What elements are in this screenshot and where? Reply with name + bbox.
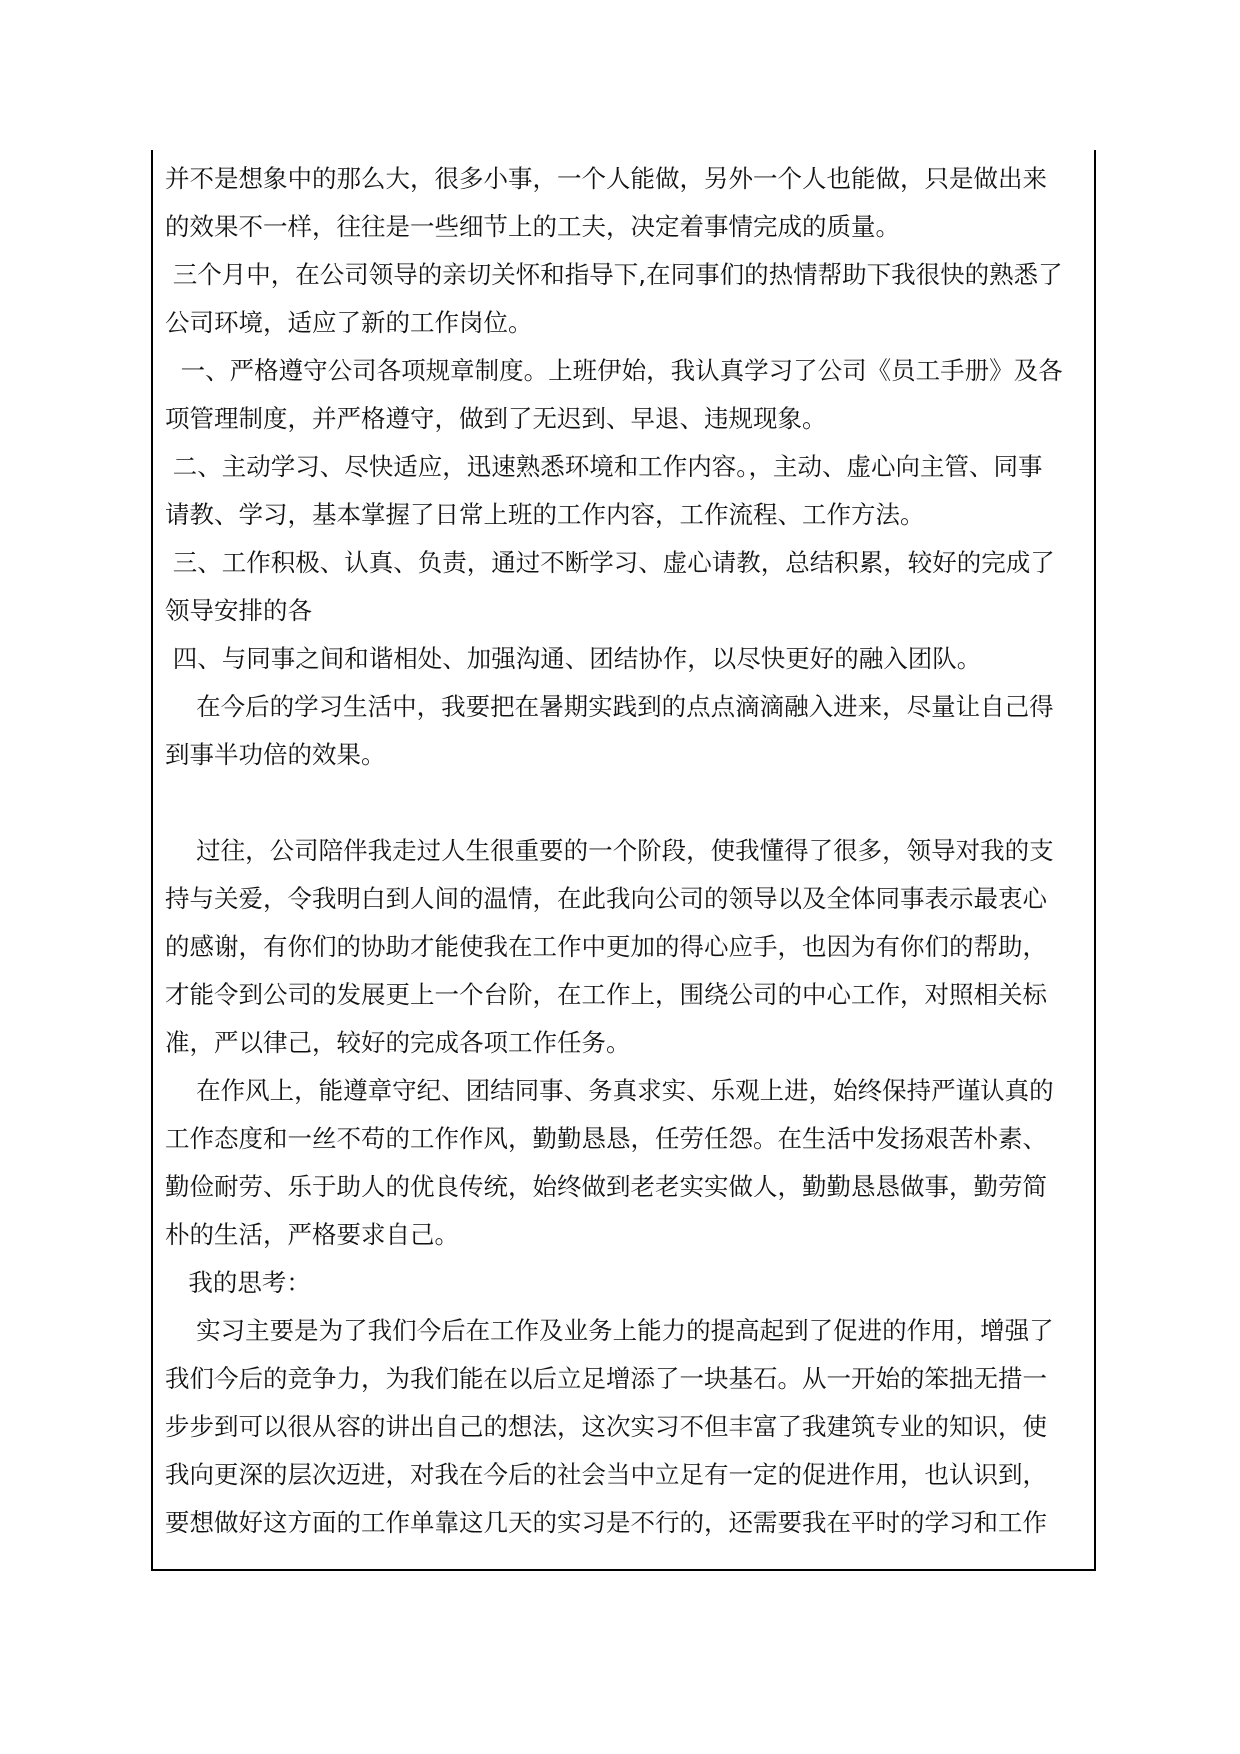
text-line: 一、严格遵守公司各项规章制度。上班伊始，我认真学习了公司《员工手册》及各 <box>165 356 1063 385</box>
text-line: 在今后的学习生活中，我要把在暑期实践到的点点滴滴融入进来，尽量让自己得 <box>165 692 1054 721</box>
text-line: 在作风上，能遵章守纪、团结同事、务真求实、乐观上进，始终保持严谨认真的 <box>165 1076 1054 1105</box>
text-line: 过往，公司陪伴我走过人生很重要的一个阶段，使我懂得了很多，领导对我的支 <box>165 836 1054 865</box>
text-line: 三、工作积极、认真、负责，通过不断学习、虚心请教，总结积累，较好的完成了 <box>165 548 1055 577</box>
text-line: 要想做好这方面的工作单靠这几天的实习是不行的，还需要我在平时的学习和工作 <box>165 1508 1047 1537</box>
text-line: 我们今后的竞争力，为我们能在以后立足增添了一块基石。从一开始的笨拙无措一 <box>165 1364 1047 1393</box>
text-line: 项管理制度，并严格遵守，做到了无迟到、早退、违规现象。 <box>165 404 827 433</box>
text-line: 的感谢，有你们的协助才能使我在工作中更加的得心应手，也因为有你们的帮助， <box>165 932 1047 961</box>
text-line: 朴的生活，严格要求自己。 <box>165 1220 459 1249</box>
text-line: 实习主要是为了我们今后在工作及业务上能力的提高起到了促进的作用，增强了 <box>165 1316 1054 1345</box>
text-line: 领导安排的各 <box>165 596 312 625</box>
text-line <box>165 785 1085 821</box>
text-line: 三个月中，在公司领导的亲切关怀和指导下,在同事们的热情帮助下我很快的熟悉了 <box>165 260 1063 289</box>
text-line: 的效果不一样，往往是一些细节上的工夫，决定着事情完成的质量。 <box>165 212 900 241</box>
text-line: 准，严以律己，较好的完成各项工作任务。 <box>165 1028 631 1057</box>
text-line: 步步到可以很从容的讲出自己的想法，这次实习不但丰富了我建筑专业的知识，使 <box>165 1412 1047 1441</box>
document-table-cell <box>151 150 1096 1571</box>
text-line: 才能令到公司的发展更上一个台阶，在工作上，围绕公司的中心工作，对照相关标 <box>165 980 1047 1009</box>
text-line: 勤俭耐劳、乐于助人的优良传统，始终做到老老实实做人，勤勤恳恳做事，勤劳简 <box>165 1172 1047 1201</box>
text-line: 持与关爱，令我明白到人间的温情，在此我向公司的领导以及全体同事表示最衷心 <box>165 884 1047 913</box>
text-line: 四、与同事之间和谐相处、加强沟通、团结协作，以尽快更好的融入团队。 <box>165 644 982 673</box>
text-line: 二、主动学习、尽快适应，迅速熟悉环境和工作内容。，主动、虚心向主管、同事 <box>165 452 1043 481</box>
text-line: 我的思考： <box>165 1268 311 1297</box>
text-line: 公司环境，适应了新的工作岗位。 <box>165 308 533 337</box>
text-line: 我向更深的层次迈进，对我在今后的社会当中立足有一定的促进作用，也认识到， <box>165 1460 1047 1489</box>
text-line: 并不是想象中的那么大，很多小事，一个人能做，另外一个人也能做，只是做出来 <box>165 164 1047 193</box>
text-line: 到事半功倍的效果。 <box>165 740 386 769</box>
text-line: 工作态度和一丝不苟的工作作风，勤勤恳恳，任劳任怨。在生活中发扬艰苦朴素、 <box>165 1124 1047 1153</box>
text-line: 请教、学习，基本掌握了日常上班的工作内容，工作流程、工作方法。 <box>165 500 925 529</box>
